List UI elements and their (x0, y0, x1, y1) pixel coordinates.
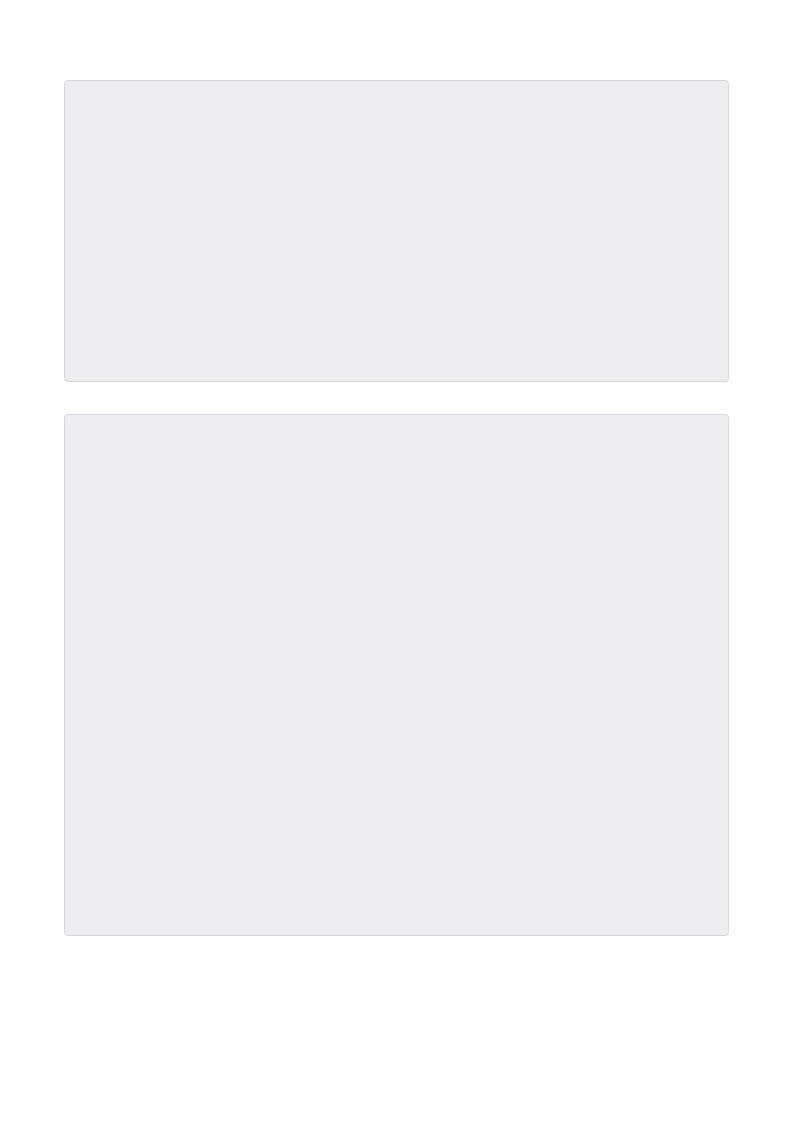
placeholder-block (64, 414, 729, 936)
placeholder-block (64, 80, 729, 382)
